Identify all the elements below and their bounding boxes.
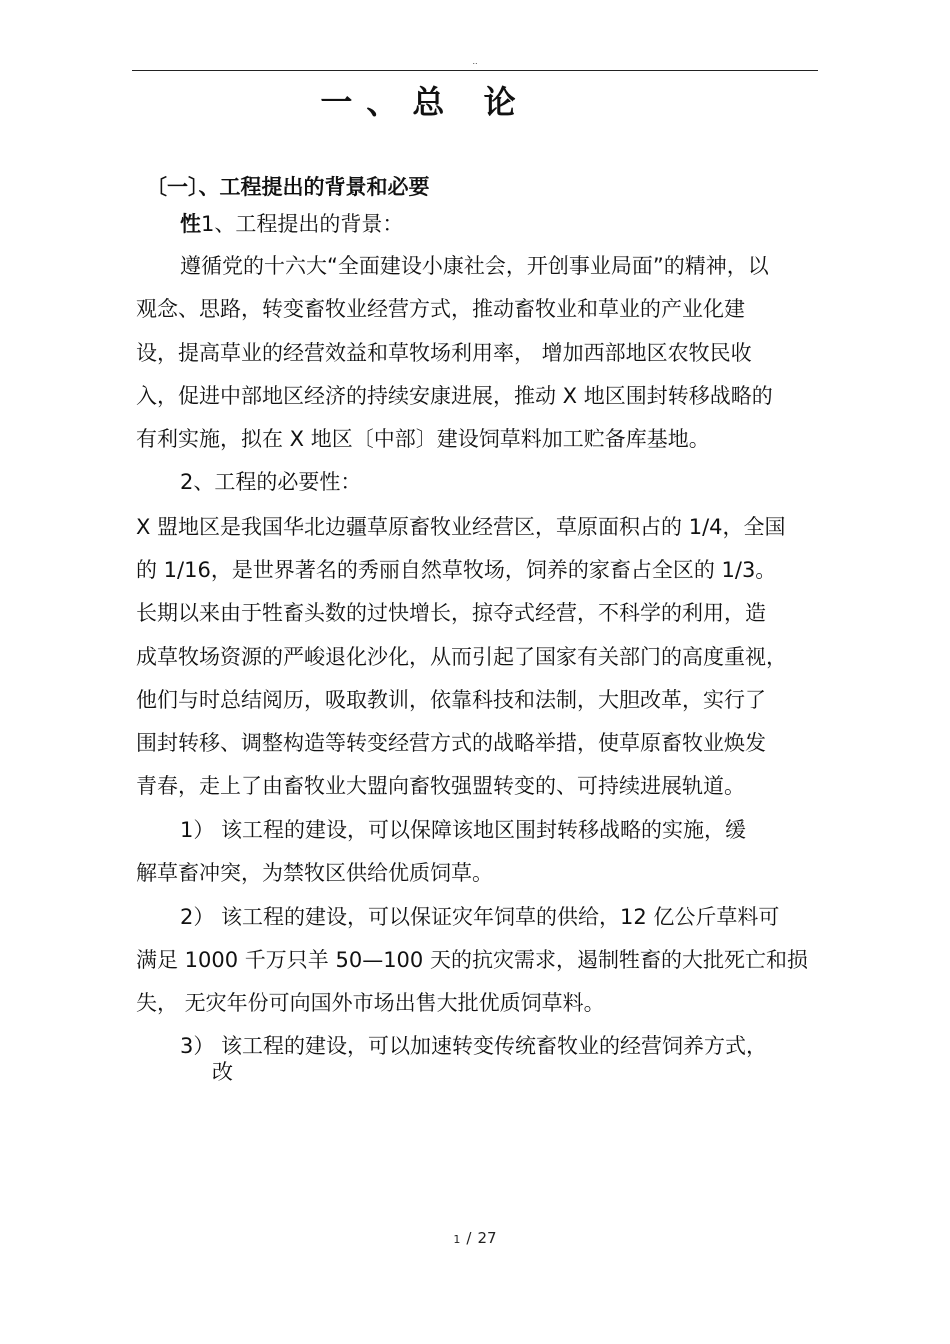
list-item-2-cont: 满足 1000 千万只羊 50—100 天的抗灾需求，遏制牲畜的大批死亡和损 xyxy=(136,948,808,972)
paragraph-line: 长期以来由于牲畜头数的过快增长，掠夺式经营，不科学的利用，造 xyxy=(136,601,766,625)
paragraph-line: 入，促进中部地区经济的持续安康进展，推动 X 地区围封转移战略的 xyxy=(136,384,773,408)
chapter-title: 一、总 论 xyxy=(320,83,530,121)
paragraph-line: 成草牧场资源的严峻退化沙化，从而引起了国家有关部门的高度重视， xyxy=(136,645,787,669)
paragraph-line: 设，提高草业的经营效益和草牧场利用率， 增加西部地区农牧民收 xyxy=(136,341,752,365)
paragraph-line: 有利实施，拟在 X 地区〔中部〕建设饲草料加工贮备库基地。 xyxy=(136,427,710,451)
paragraph-line: 青春，走上了由畜牧业大盟向畜牧强盟转变的、可持续进展轨道。 xyxy=(136,774,745,798)
paragraph-line: 他们与时总结阅历，吸取教训，依靠科技和法制，大胆改革，实行了 xyxy=(136,688,766,712)
paragraph-line: 围封转移、调整构造等转变经营方式的战略举措，使草原畜牧业焕发 xyxy=(136,731,766,755)
list-item-1: 1） 该工程的建设，可以保障该地区围封转移战略的实施，缓 xyxy=(180,818,747,842)
subheading-background: 1、工程提出的背景： xyxy=(201,212,404,236)
subheading-necessity: 2、工程的必要性： xyxy=(180,470,362,494)
page-number xyxy=(0,1228,950,1250)
heading-wrap-char: 性 xyxy=(180,212,201,236)
paragraph-line: X 盟地区是我国华北边疆草原畜牧业经营区，草原面积占的 1/4，全国 xyxy=(136,515,786,539)
header-rule xyxy=(132,70,818,71)
paragraph-line: 的 1/16，是世界著名的秀丽自然草牧场，饲养的家畜占全区的 1/3。 xyxy=(136,558,777,582)
total-pages: 27 xyxy=(477,1229,497,1247)
list-item-3-cont: 改 xyxy=(212,1060,233,1084)
section-heading: 〔一〕、工程提出的背景和必要 xyxy=(146,175,430,199)
list-item-1-cont: 解草畜冲突，为禁牧区供给优质饲草。 xyxy=(136,861,493,885)
list-item-3: 3） 该工程的建设，可以加速转变传统畜牧业的经营饲养方式， xyxy=(180,1034,768,1058)
list-item-2-cont: 失， 无灾年份可向国外市场出售大批优质饲草料。 xyxy=(136,991,605,1015)
list-item-2: 2） 该工程的建设，可以保证灾年饲草的供给，12 亿公斤草料可 xyxy=(180,905,780,929)
paragraph-line: 观念、思路，转变畜牧业经营方式，推动畜牧业和草业的产业化建 xyxy=(136,297,745,321)
header-mark: .. xyxy=(472,57,478,66)
paragraph-line: 遵循党的十六大“全面建设小康社会，开创事业局面”的精神，以 xyxy=(180,254,769,278)
current-page: 1 xyxy=(453,1233,461,1246)
page-separator: / xyxy=(466,1229,472,1247)
subheading-line xyxy=(180,209,403,239)
